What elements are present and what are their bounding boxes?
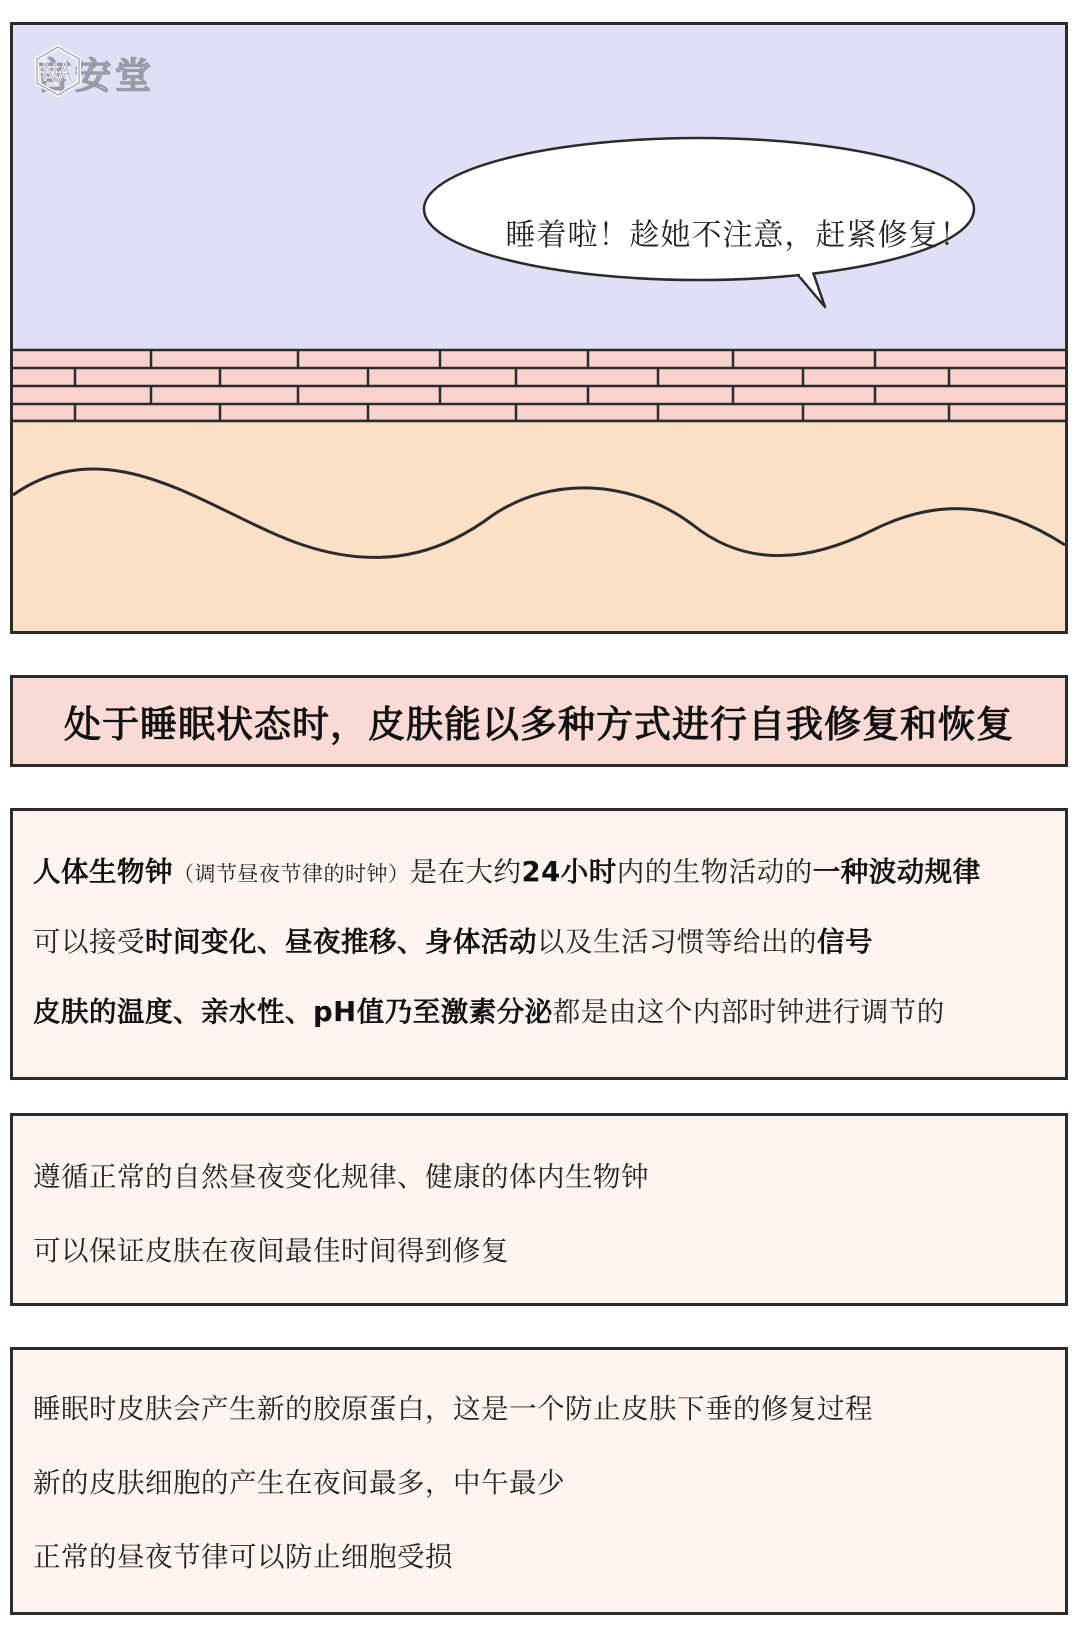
comic-illustration [13, 25, 1065, 631]
info-line-1 [33, 849, 1057, 889]
brand-logo [35, 45, 155, 101]
rhythm-info-box [10, 1113, 1068, 1306]
collagen-info-box [10, 1347, 1068, 1615]
term-signals-source: 时间变化、昼夜推移、身体活动 [145, 926, 537, 958]
term-fluctuation: 一种波动规律 [812, 856, 981, 888]
info-line-1: 睡眠时皮肤会产生新的胶原蛋白，这是一个防止皮肤下垂的修复过程 [33, 1393, 873, 1425]
speech-text: 睡着啦！趁她不注意，赶紧修复！ [505, 218, 971, 253]
skin-layer [13, 421, 1065, 631]
brand-name: 言安堂 [35, 55, 156, 97]
text-segment: 是在大约 [409, 856, 522, 888]
text-segment: 以及生活习惯等给出的 [537, 926, 817, 958]
term-biological-clock: 人体生物钟 [33, 856, 173, 888]
term-signal: 信号 [817, 926, 873, 958]
info-line-2: 可以保证皮肤在夜间最佳时间得到修复 [33, 1235, 509, 1267]
term-skin-properties: 皮肤的温度、亲水性、pH值乃至激素分泌 [33, 996, 553, 1028]
info-line-1: 遵循正常的自然昼夜变化规律、健康的体内生物钟 [33, 1161, 649, 1193]
text-segment: 内的生物活动的 [616, 856, 813, 888]
text-segment: 都是由这个内部时钟进行调节的 [552, 996, 945, 1028]
info-line-3: 正常的昼夜节律可以防止细胞受损 [33, 1541, 453, 1573]
info-line-2 [33, 919, 1057, 959]
text-segment: 可以接受 [33, 926, 145, 958]
term-24h: 24小时 [521, 856, 617, 888]
info-line-3 [33, 989, 1057, 1029]
comic-panel [10, 22, 1068, 634]
circadian-info-box [10, 808, 1068, 1080]
headline-banner [10, 675, 1068, 767]
hexagon-logo-icon [35, 45, 81, 97]
headline-text: 处于睡眠状态时，皮肤能以多种方式进行自我修复和恢复 [64, 703, 1014, 746]
info-line-2: 新的皮肤细胞的产生在夜间最多，中午最少 [33, 1467, 565, 1499]
term-note: （调节昼夜节律的时钟） [173, 862, 410, 886]
